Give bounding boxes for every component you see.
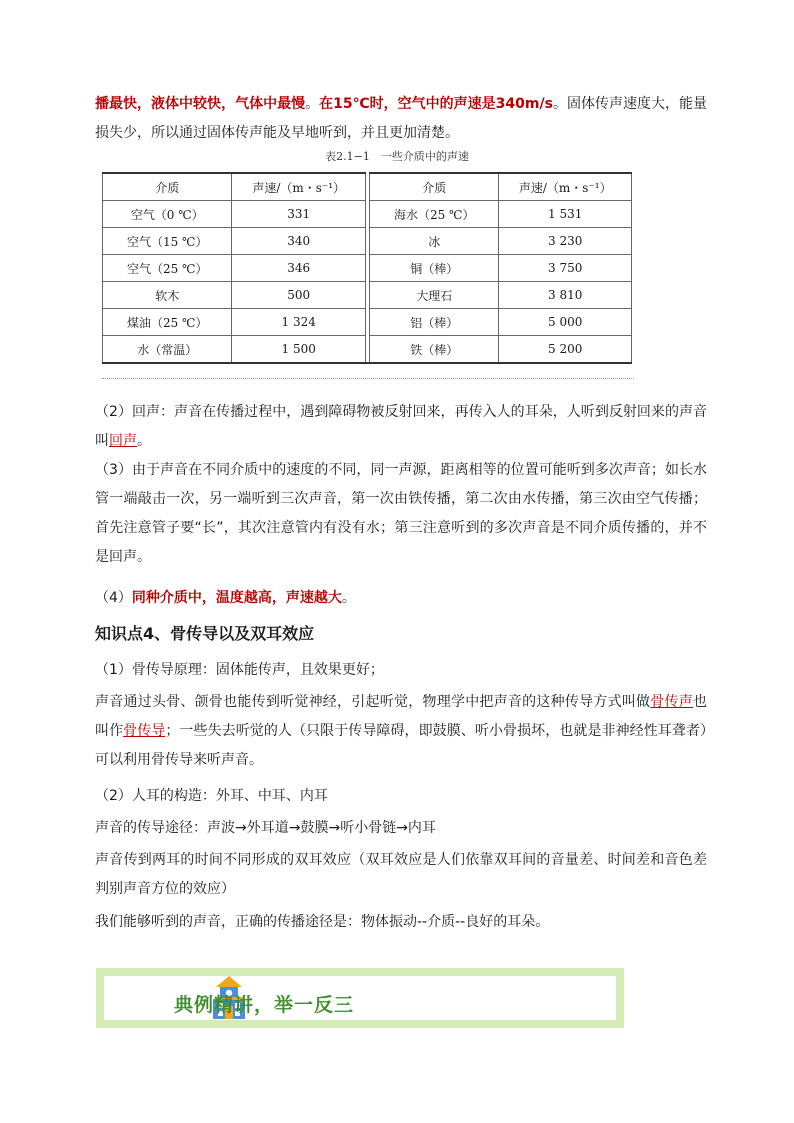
highlight-temperature: 同种介质中，温度越高，声速越大 (131, 590, 342, 606)
table-cell: 3 230 (499, 228, 632, 255)
echo-end: 。 (137, 433, 151, 449)
table-cell: 3 750 (499, 255, 632, 282)
table-row (103, 282, 632, 309)
bone-conduction-paragraph (95, 688, 707, 775)
table-cell: 铜（棒） (369, 255, 499, 282)
echo-paragraph (95, 398, 707, 456)
table-cell: 5 000 (499, 309, 632, 336)
table-cell: 铝（棒） (369, 309, 499, 336)
table-cell: 5 200 (499, 336, 632, 364)
table-row (103, 336, 632, 364)
table-cell: 空气（15 ℃） (103, 228, 232, 255)
table-row (103, 255, 632, 282)
hearing-path: 我们能够听到的声音，正确的传播途径是：物体振动--介质--良好的耳朵。 (95, 914, 550, 930)
table-cell: 海水（25 ℃） (369, 201, 499, 228)
bone-text-1: 声音通过头骨、颌骨也能传到听觉神经，引起听觉，物理学中把声音的这种传导方式叫做 (95, 694, 651, 710)
table-header-row (103, 173, 632, 201)
table-cell: 346 (232, 255, 366, 282)
highlight-air-speed: 在15℃时，空气中的声速是340m/s (319, 96, 553, 112)
term-bone-conduction: 骨传导 (123, 723, 166, 739)
intro-text-2: 。固体传声速度大，能量损失少，所以通过固体传声能及早地听到，并且更加清楚。 (95, 96, 708, 141)
table-row (103, 228, 632, 255)
header-medium-2: 介质 (369, 173, 499, 201)
echo-text: （2）回声：声音在传播过程中，遇到障碍物被反射回来，再传入人的耳朵，人听到反射回来的声音叫 (95, 404, 707, 449)
table-cell: 煤油（25 ℃） (103, 309, 232, 336)
sound-speed-table (102, 172, 632, 364)
table-cell: 水（常温） (103, 336, 232, 364)
table-cell: 空气（0 ℃） (103, 201, 232, 228)
banner-title: 典例精讲，举一反三 (174, 994, 355, 1016)
table-cell: 空气（25 ℃） (103, 255, 232, 282)
highlight-solid-liquid-gas: 播最快，液体中较快，气体中最慢 (95, 96, 306, 112)
table-cell: 3 810 (499, 282, 632, 309)
binaural-effect: 声音传到两耳的时间不同形成的双耳效应（双耳效应是人们依靠双耳间的音量差、时间差和音色差判别声音方位的效应） (95, 852, 707, 897)
header-speed-1: 声速/（m・s⁻¹） (232, 173, 366, 201)
table-cell: 340 (232, 228, 366, 255)
table-cell: 冰 (369, 228, 499, 255)
header-medium-1: 介质 (103, 173, 232, 201)
temperature-prefix: （4） (95, 590, 132, 606)
table-cell: 铁（棒） (369, 336, 499, 364)
intro-paragraph (95, 90, 707, 148)
bone-conduction-principle: （1）骨传导原理：固体能传声，且效果更好； (95, 662, 384, 678)
bone-text-3: ；一些失去听觉的人（只限于传导障碍，即鼓膜、听小骨损坏，也就是非神经性耳聋者）可以利用骨传导来听声音。 (95, 723, 708, 768)
multiple-sounds-paragraph: （3）由于声音在不同介质中的速度的不同，同一声源，距离相等的位置可能听到多次声音；如长水管一端敲击一次，另一端听到三次声音，第一次由铁传播，第二次由水传播，第三次由空气传播；首先注意管子要“长”，其次注意管内有没有水；第三注意听到的多次声音是不同介质传播的，并不是回声。 (95, 462, 707, 565)
dotted-divider (102, 378, 634, 379)
sound-path: 声音的传导途径：声波→外耳道→鼓膜→听小骨链→内耳 (95, 820, 436, 836)
table-cell: 500 (232, 282, 366, 309)
table-row (103, 309, 632, 336)
table-row (103, 201, 632, 228)
temperature-end: 。 (341, 590, 356, 606)
header-speed-2: 声速/（m・s⁻¹） (499, 173, 632, 201)
ear-structure: （2）人耳的构造：外耳、中耳、内耳 (95, 788, 328, 804)
section-heading: 知识点4、骨传导以及双耳效应 (95, 624, 315, 643)
term-echo: 回声 (109, 433, 137, 449)
table-cell: 1 531 (499, 201, 632, 228)
table-cell: 1 500 (232, 336, 366, 364)
bone-text-2: 也叫作 (95, 694, 708, 739)
table-cell: 大理石 (369, 282, 499, 309)
table-cell: 331 (232, 201, 366, 228)
intro-text-1: 。 (305, 96, 320, 112)
term-bone-sound: 骨传声 (650, 694, 694, 710)
table-cell: 1 324 (232, 309, 366, 336)
temperature-paragraph (95, 584, 707, 613)
table-cell: 软木 (103, 282, 232, 309)
table-caption: 表2.1−1 一些介质中的声速 (325, 150, 469, 163)
